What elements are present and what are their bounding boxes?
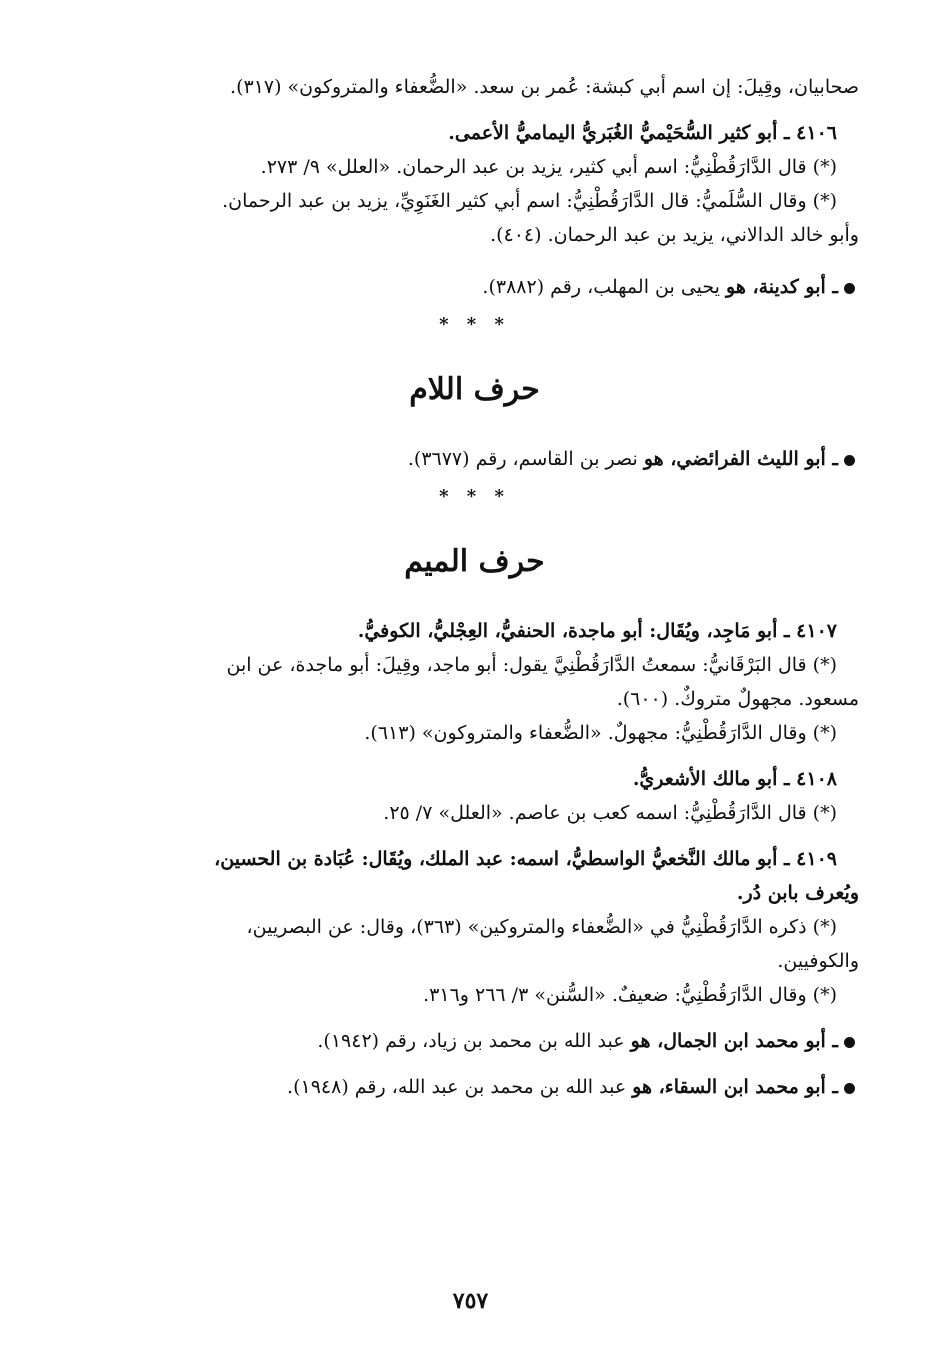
cross-reference-item [90,270,859,304]
cross-reference-name: ـ أبو محمد ابن الجمال، هو [630,1030,838,1052]
entry-heading-continuation: ويُعرف بابن دُر. [736,882,859,904]
cross-reference-name: ـ أبو الليث الفرائضي، هو [643,448,838,470]
entry-note: (*) وقال السُّلَميُّ: قال الدَّارَقُطْنِيُّ: اسم أبي كثير الغَنَوِيِّ، يزيد بن عبد الرحمان. [222,190,837,212]
bullet-icon [844,1083,855,1094]
cross-reference-name: ـ أبو محمد ابن السقاء، هو [632,1076,838,1098]
section-heading-lam: حرف اللام [409,372,540,407]
section-separator: * * * [439,314,510,335]
cross-reference-item [90,442,859,476]
entry-note: (*) وقال الدَّارَقُطْنِيُّ: مجهولٌ. «الضُّعفاء والمتروكون» (٦١٣). [364,722,837,744]
entry-note: (*) قال البَرْقَانيُّ: سمعتُ الدَّارَقُطْنِيَّ يقول: أبو ماجد، وقِيلَ: أبو ماجدة، عن ابن [226,654,837,676]
entry-note: (*) قال الدَّارَقُطْنِيُّ: اسم أبي كثير، يزيد بن عبد الرحمان. «العلل» ٩/ ٢٧٣. [260,156,837,178]
cross-reference-target: عبد الله بن محمد بن عبد الله، رقم (١٩٤٨). [287,1076,627,1098]
cross-reference-item [90,1024,859,1058]
entry-note: (*) قال الدَّارَقُطْنِيُّ: اسمه كعب بن عاصم. «العلل» ٧/ ٢٥. [383,802,837,824]
entry-heading-4109: ٤١٠٩ ـ أبو مالك النَّخعيُّ الواسطيُّ، اسمه: عبد الملك، ويُقَال: عُبَادة بن الحسين، [214,848,837,870]
entry-heading-4107: ٤١٠٧ ـ أبو مَاجِد، ويُقَال: أبو ماجدة، الحنفيُّ، العِجْليُّ، الكوفيُّ. [357,620,837,642]
entry-note-continuation: مسعود. مجهولٌ متروكٌ. (٦٠٠). [616,688,859,710]
entry-note: (*) ذكره الدَّارَقُطْنِيُّ في «الضُّعفاء والمتروكين» (٣٦٣)، وقال: عن البصريين، [246,916,837,938]
entry-note: (*) وقال الدَّارَقُطْنِيُّ: ضعيفٌ. «السُّنن» ٣/ ٢٦٦ و٣١٦. [423,984,837,1006]
cross-reference-target: يحيى بن المهلب، رقم (٣٨٨٢). [482,276,720,298]
entry-heading-4108: ٤١٠٨ ـ أبو مالك الأشعريُّ. [632,768,837,790]
section-heading-mim: حرف الميم [404,544,545,579]
entry-note-continuation: والكوفيين. [777,950,859,972]
bullet-icon [844,283,855,294]
cross-reference-target: عبد الله بن محمد بن زياد، رقم (١٩٤٢). [317,1030,625,1052]
section-separator: * * * [439,486,510,507]
bullet-icon [844,455,855,466]
bullet-icon [844,1037,855,1048]
entry-heading-4106: ٤١٠٦ ـ أبو كثير السُّحَيْميُّ الغُبَريُّ اليماميُّ الأعمى. [448,122,837,144]
cross-reference-item [90,1070,859,1104]
page-number: ٧٥٧ [452,1288,489,1314]
cross-reference-name: ـ أبو كدينة، هو [726,276,838,298]
entry-note-continuation: وأبو خالد الدالاني، يزيد بن عبد الرحمان. (٤٠٤). [490,224,859,246]
cross-reference-target: نصر بن القاسم، رقم (٣٦٧٧). [407,448,638,470]
text-line: صحابيان، وقِيلَ: إن اسم أبي كبشة: عُمر بن سعد. «الضُّعفاء والمتروكون» (٣١٧). [230,76,859,98]
